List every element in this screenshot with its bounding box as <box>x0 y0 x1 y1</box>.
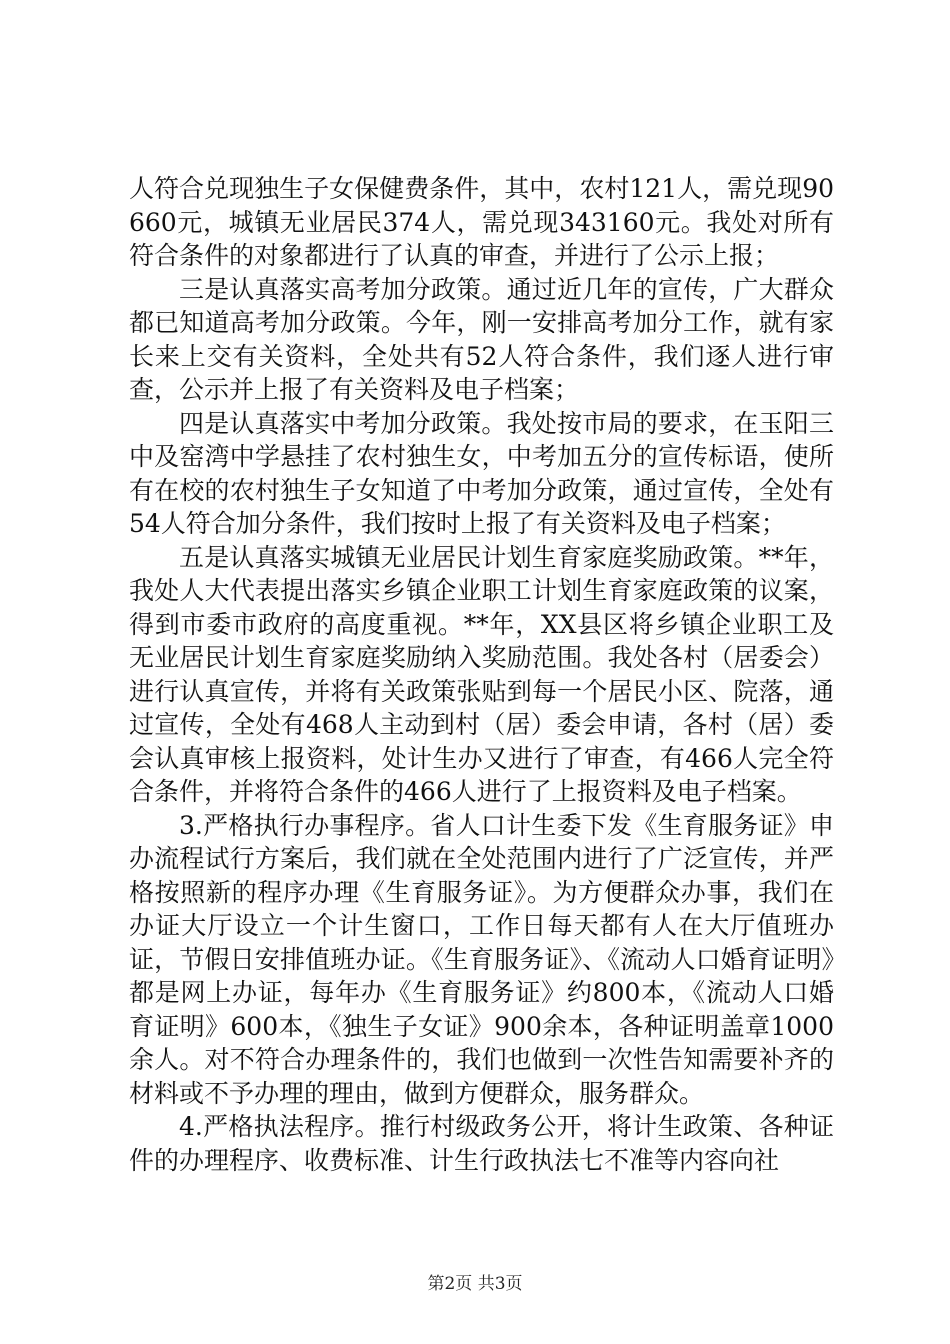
paragraph-procedure: 3.严格执行办事程序。省人口计生委下发《生育服务证》申办流程试行方案后，我们就在全处范围内进行了广泛宣传，并严格按照新的程序办理《生育服务证》。为方便群众办事，我们在办证大厅设立一个计生窗口，工作日每天都有人在大厅值班办证，节假日安排值班办证。《生育服务证》、《流动人口婚育证明》都是网上办证，每年办《生育服务证》约800本，《流动人口婚育证明》600本，《独生子女证》900余本，各种证明盖章1000余人。对不符合办理条件的，我们也做到一次性告知需要补齐的材料或不予办理的理由，做到方便群众，服务群众。 <box>129 810 834 1108</box>
page-footer: 第2页 共3页 <box>427 1274 523 1294</box>
paragraph-zhongkao-bonus: 四是认真落实中考加分政策。我处按市局的要求，在玉阳三中及窑湾中学悬挂了农村独生女，中考加五分的宣传标语，使所有在校的农村独生子女知道了中考加分政策，通过宣传，全处有54人符合加分条件，我们按时上报了有关资料及电子档案； <box>129 408 834 538</box>
paragraph-enforcement: 4.严格执法程序。推行村级政务公开，将计生政策、各种证件的办理程序、收费标准、计生行政执法七不准等内容向社 <box>129 1112 834 1175</box>
paragraph-gaokao-bonus: 三是认真落实高考加分政策。通过近几年的宣传，广大群众都已知道高考加分政策。今年，刚一安排高考加分工作，就有家长来上交有关资料，全处共有52人符合条件，我们逐人进行审查，公示并上报了有关资料及电子档案； <box>129 274 834 404</box>
document-body <box>129 172 834 1177</box>
paragraph-continuation: 人符合兑现独生子女保健费条件，其中，农村121人，需兑现90660元，城镇无业居民374人，需兑现343160元。我处对所有符合条件的对象都进行了认真的审查，并进行了公示上报； <box>129 174 834 270</box>
paragraph-urban-reward: 五是认真落实城镇无业居民计划生育家庭奖励政策。**年，我处人大代表提出落实乡镇企业职工计划生育家庭政策的议案，得到市委市政府的高度重视。**年，XX县区将乡镇企业职工及无业居民计划生育家庭奖励纳入奖励范围。我处各村（居委会）进行认真宣传，并将有关政策张贴到每一个居民小区、院落，通过宣传，全处有468人主动到村（居）委会申请，各村（居）委会认真审核上报资料，处计生办又进行了审查，有466人完全符合条件，并将符合条件的466人进行了上报资料及电子档案。 <box>129 542 834 806</box>
